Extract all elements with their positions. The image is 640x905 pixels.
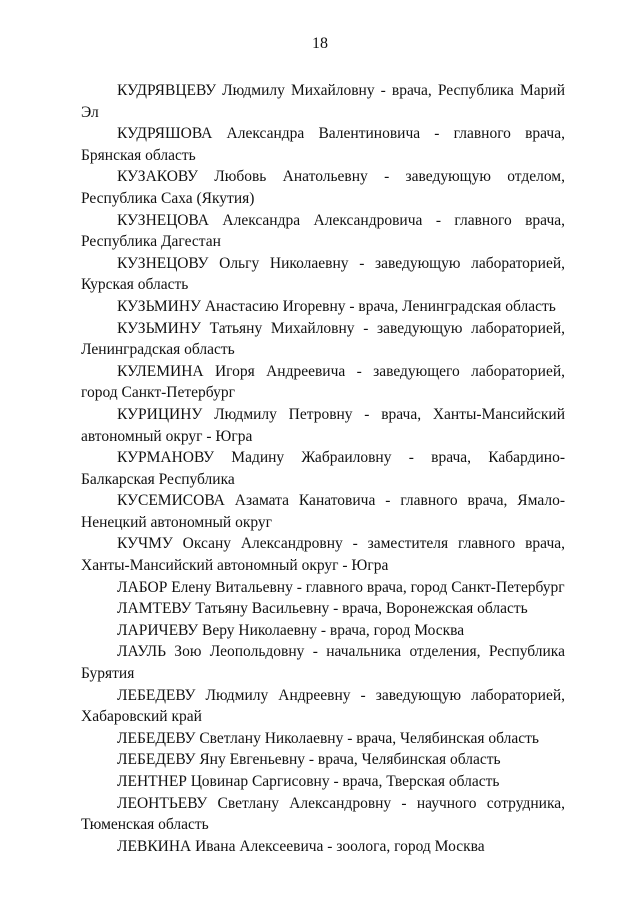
award-list (81, 80, 565, 857)
list-entry: КУЗЬМИНУ Анастасию Игоревну - врача, Ленинградская область (117, 297, 556, 315)
list-entry: ЛАУЛЬ Зою Леопольдовну - начальника отделения, Республика Бурятия (81, 643, 565, 683)
list-entry: ЛАМТЕВУ Татьяну Васильевну - врача, Воронежская область (117, 600, 528, 618)
list-entry: КУДРЯВЦЕВУ Людмилу Михайловну - врача, Республика Марий Эл (81, 82, 565, 121)
list-entry: ЛЕОНТЬЕВУ Светлану Александровну - научного сотрудника, Тюменская область (81, 794, 565, 834)
list-entry: ЛЕБЕДЕВУ Светлану Николаевну - врача, Челябинская область (117, 729, 539, 747)
list-entry: КУРИЦИНУ Людмилу Петровну - врача, Ханты-Мансийский автономный округ - Югра (81, 405, 565, 445)
list-entry: ЛЕБЕДЕВУ Людмилу Андреевну - заведующую лабораторией, Хабаровский край (81, 686, 565, 726)
list-entry: ЛЕНТНЕР Цовинар Саргисовну - врача, Тверская область (117, 773, 500, 790)
list-entry: КУДРЯШОВА Александра Валентиновича - главного врача, Брянская область (81, 125, 565, 164)
list-entry: КУЧМУ Оксану Александровну - заместителя главного врача, Ханты-Мансийский автономный округ - Югра (81, 535, 565, 575)
list-entry: КУЛЕМИНА Игоря Андреевича - заведующего лабораторией, город Санкт-Петербург (81, 362, 565, 402)
list-entry: ЛАРИЧЕВУ Веру Николаевну - врача, город Москва (117, 621, 465, 639)
list-entry: ЛЕБЕДЕВУ Яну Евгеньевну - врача, Челябинская область (117, 751, 501, 769)
page-number: 18 (312, 35, 328, 52)
list-entry: ЛАБОР Елену Витальевну - главного врача, город Санкт-Петербург (117, 578, 565, 596)
list-entry: ЛЕВКИНА Ивана Алексеевича - зоолога, город Москва (117, 837, 485, 855)
list-entry: КУСЕМИСОВА Азамата Канатовича - главного врача, Ямало-Ненецкий автономный округ (81, 492, 565, 531)
list-entry: КУРМАНОВУ Мадину Жабраиловну - врача, Кабардино-Балкарская Республика (81, 449, 565, 488)
list-entry: КУЗНЕЦОВА Александра Александровича - главного врача, Республика Дагестан (81, 211, 565, 251)
list-entry: КУЗАКОВУ Любовь Анатольевну - заведующую отделом, Республика Саха (Якутия) (81, 168, 565, 207)
list-entry: КУЗЬМИНУ Татьяну Михайловну - заведующую лабораторией, Ленинградская область (81, 319, 565, 359)
list-entry: КУЗНЕЦОВУ Ольгу Николаевну - заведующую лабораторией, Курская область (81, 254, 565, 294)
